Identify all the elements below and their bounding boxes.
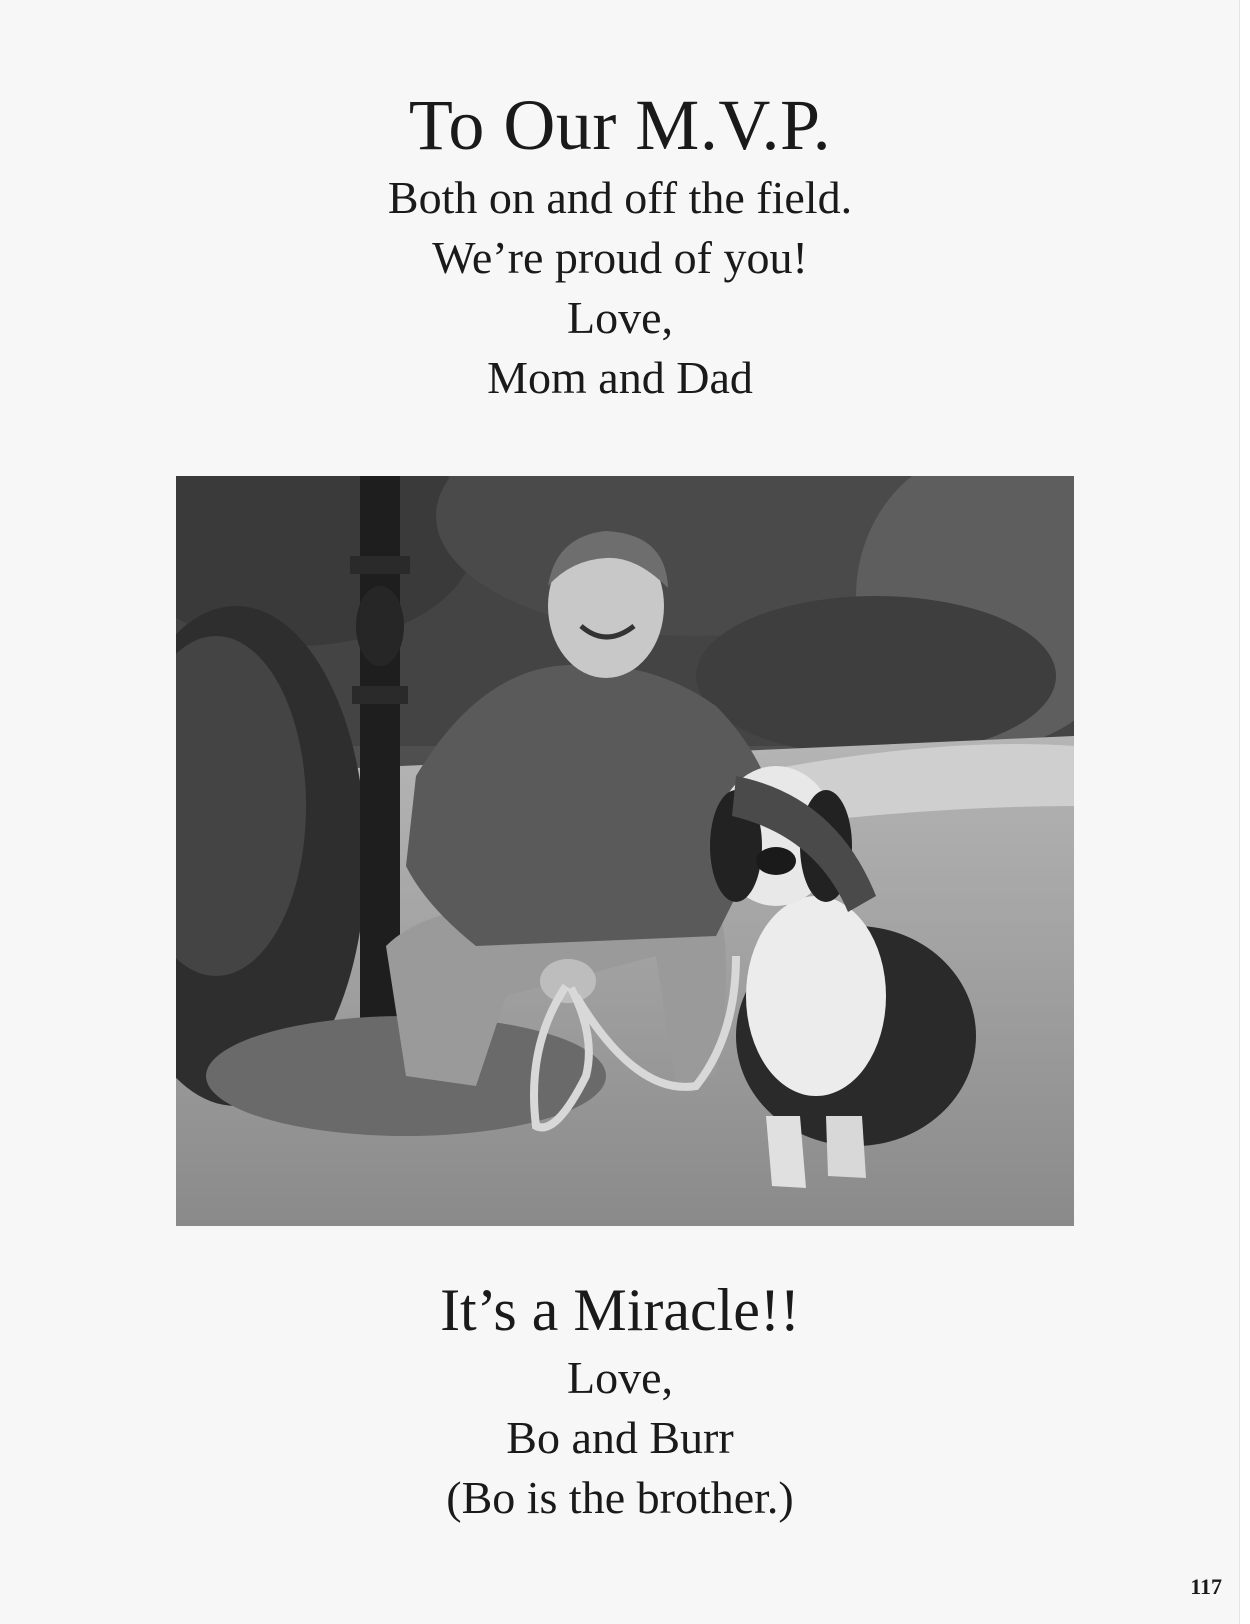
page-edge: [1239, 0, 1250, 1624]
dedication-line: We’re proud of you!: [432, 232, 808, 283]
dedication-line: Both on and off the field.: [387, 172, 853, 223]
dedication-note: (Bo is the brother.): [446, 1472, 794, 1523]
dedication-signature: Mom and Dad: [487, 352, 753, 403]
headline-miracle: It’s a Miracle!!: [440, 1277, 800, 1343]
dedication-bottom: [0, 1272, 1240, 1528]
photo-man-with-dog: [176, 476, 1074, 1226]
dedication-top: [0, 82, 1240, 408]
page-number: 117: [1190, 1574, 1222, 1599]
dedication-signature: Bo and Burr: [506, 1412, 734, 1463]
headline-mvp: To Our M.V.P.: [408, 85, 832, 165]
dedication-line: Love,: [566, 292, 673, 343]
dedication-line: Love,: [566, 1352, 673, 1403]
